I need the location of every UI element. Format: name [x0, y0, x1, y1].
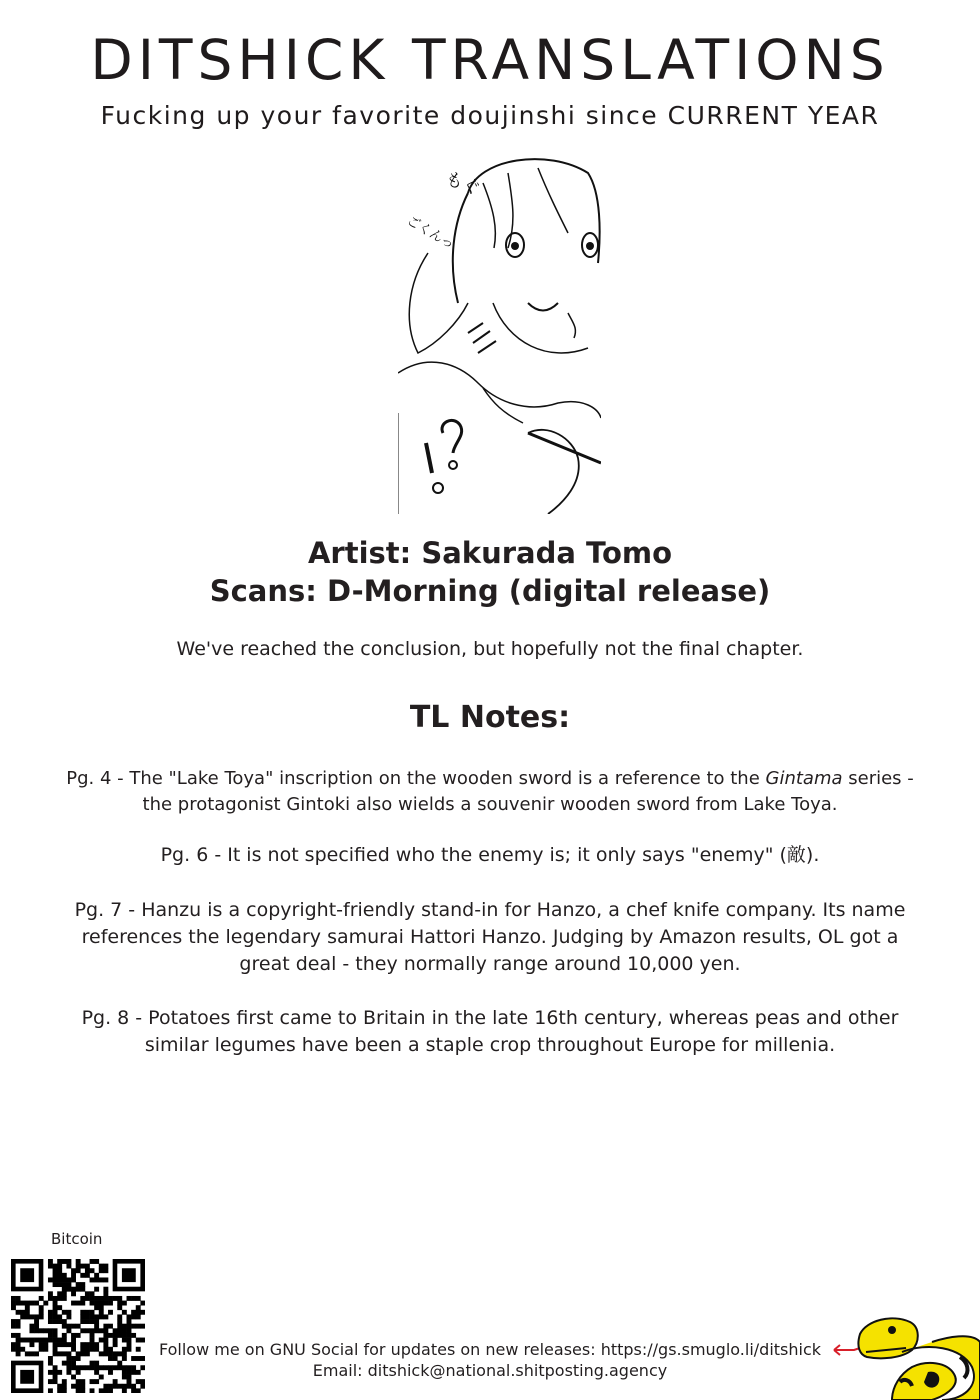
- credits-block: [0, 534, 980, 610]
- manga-illustration: [398, 153, 601, 514]
- email-text: Email: ditshick@national.shitposting.agency: [312, 1361, 668, 1380]
- snake-mascot-icon: [832, 1312, 980, 1400]
- note-page-4-title: Gintama: [765, 768, 843, 789]
- note-page-6: Pg. 6 - It is not specified who the enemy is; it only says "enemy" (敵).: [160, 844, 820, 866]
- page-subtitle: Fucking up your favorite doujinshi since CURRENT YEAR: [100, 101, 880, 130]
- tagline: We've reached the conclusion, but hopefully not the final chapter.: [176, 638, 804, 660]
- note-page-4: [60, 766, 920, 818]
- note-page-4-text-end: series - the protagonist Gintoki also wields a souvenir wooden sword from Lake Toya.: [142, 768, 914, 815]
- note-page-4-text: Pg. 4 - The "Lake Toya" inscription on the wooden sword is a reference to the: [66, 768, 766, 789]
- footer: [150, 1339, 830, 1381]
- sfx-side: ごくんっ: [404, 213, 457, 253]
- scans-credit: Scans: D-Morning (digital release): [209, 574, 771, 608]
- note-page-8: Pg. 8 - Potatoes first came to Britain in the late 16th century, whereas peas and other similar legumes have been a staple crop throughout Europe for millenia.: [81, 1007, 899, 1056]
- bitcoin-qr-code: [11, 1259, 145, 1393]
- note-page-7: Pg. 7 - Hanzu is a copyright-friendly stand-in for Hanzo, a chef knife company. Its name references the legendary samurai Hattori Hanzo. Judging by Amazon results, OL got a great deal - they normally range around 10,000 yen.: [74, 899, 906, 975]
- bitcoin-label: Bitcoin: [51, 1230, 103, 1248]
- sfx-top: もぐ: [442, 167, 484, 201]
- social-link-text: Follow me on GNU Social for updates on new releases: https://gs.smuglo.li/ditshick: [158, 1340, 822, 1359]
- page-title: DITSHICK TRANSLATIONS: [90, 28, 890, 92]
- artist-credit: Artist: Sakurada Tomo: [307, 536, 673, 570]
- notes-heading: TL Notes:: [409, 700, 571, 735]
